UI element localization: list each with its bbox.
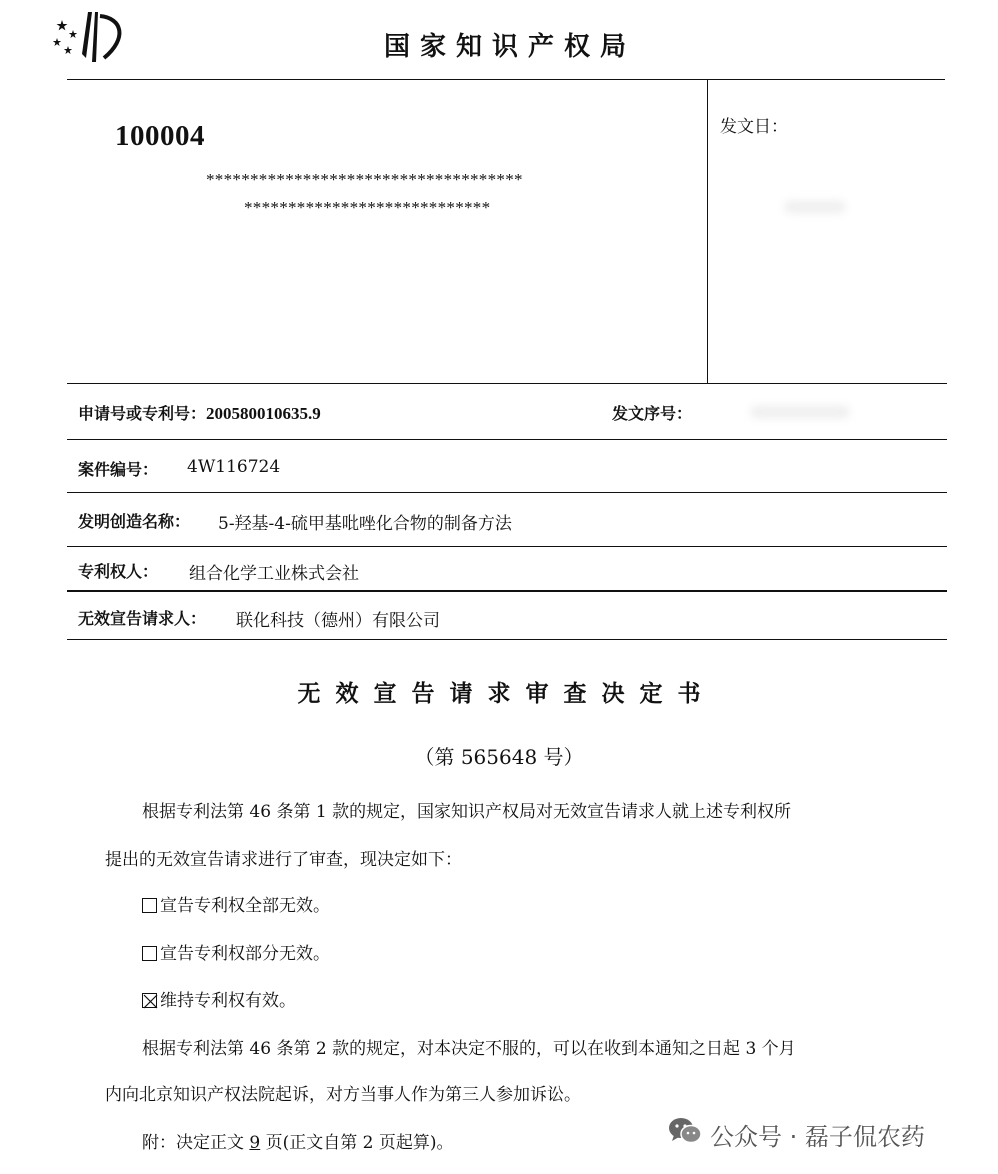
decision-number: （第 565648 号） [414, 745, 584, 769]
option-label: 宣告专利权部分无效。 [160, 944, 330, 964]
row-rule-2 [67, 439, 947, 440]
masked-address-line-2: **************************** [244, 198, 491, 217]
attachment-prefix: 附：决定正文 [142, 1133, 250, 1153]
case-number-label: 案件编号： [78, 460, 159, 479]
row-rule-1 [67, 383, 947, 384]
header-rule [67, 79, 945, 80]
paragraph-1-line-2: 提出的无效宣告请求进行了审查，现决定如下： [105, 850, 462, 870]
attachment-note [142, 1128, 454, 1153]
invention-title-label: 发明创造名称： [78, 512, 191, 531]
option-maintain-valid [142, 986, 296, 1011]
watermark-text: 公众号 · 磊子侃农药 [710, 1122, 925, 1151]
row-rule-4 [67, 546, 947, 547]
row-rule-6 [67, 639, 947, 640]
application-number-row [78, 401, 321, 424]
checked-box-icon [142, 993, 157, 1008]
attachment-suffix: 页(正文自第 2 页起算)。 [260, 1133, 454, 1153]
case-number-row [78, 457, 158, 480]
attachment-pages: 9 [249, 1133, 261, 1153]
application-number-label: 申请号或专利号： [78, 404, 207, 423]
row-rule-3 [67, 492, 947, 493]
option-label: 维持专利权有效。 [160, 991, 296, 1011]
requester-row [78, 606, 206, 629]
row-rule-5 [67, 590, 947, 592]
patentee-row [78, 559, 158, 582]
redacted-serial [750, 405, 850, 419]
invention-title-value: 5-羟基-4-硫甲基吡唑化合物的制备方法 [218, 514, 512, 534]
unchecked-box-icon [142, 898, 157, 913]
paragraph-1-line-1: 根据专利法第 46 条第 1 款的规定，国家知识产权局对无效宣告请求人就上述专利权所 [142, 802, 792, 822]
requester-value: 联化科技（德州）有限公司 [236, 611, 440, 631]
cnipa-emblem-icon [48, 8, 128, 66]
dispatch-date-label: 发文日： [720, 117, 788, 137]
paragraph-2-line-2: 内向北京知识产权法院起诉，对方当事人作为第三人参加诉讼。 [105, 1085, 581, 1105]
case-number-value: 4W116724 [187, 457, 281, 477]
option-label: 宣告专利权全部无效。 [160, 896, 330, 916]
serial-number-row [612, 401, 692, 424]
wechat-icon [668, 1116, 702, 1152]
watermark [668, 1116, 925, 1152]
agency-name: 国家知识产权局 [383, 32, 636, 62]
requester-label: 无效宣告请求人： [78, 609, 207, 628]
option-invalidate-partial [142, 939, 330, 964]
redacted-date [784, 200, 846, 214]
unchecked-box-icon [142, 946, 157, 961]
option-invalidate-all [142, 891, 330, 916]
decision-title: 无效宣告请求审查决定书 [297, 681, 716, 707]
invention-title-row [78, 509, 190, 532]
paragraph-2-line-1: 根据专利法第 46 条第 2 款的规定，对本决定不服的，可以在收到本通知之日起 3 个月 [142, 1039, 796, 1059]
application-number-value: 200580010635.9 [206, 404, 321, 423]
postcode: 100004 [115, 120, 205, 152]
address-divider [707, 80, 708, 383]
serial-number-label: 发文序号： [612, 404, 693, 423]
patentee-label: 专利权人： [78, 562, 159, 581]
masked-address-line-1: ************************************ [206, 170, 523, 189]
patentee-value: 组合化学工业株式会社 [189, 564, 359, 584]
